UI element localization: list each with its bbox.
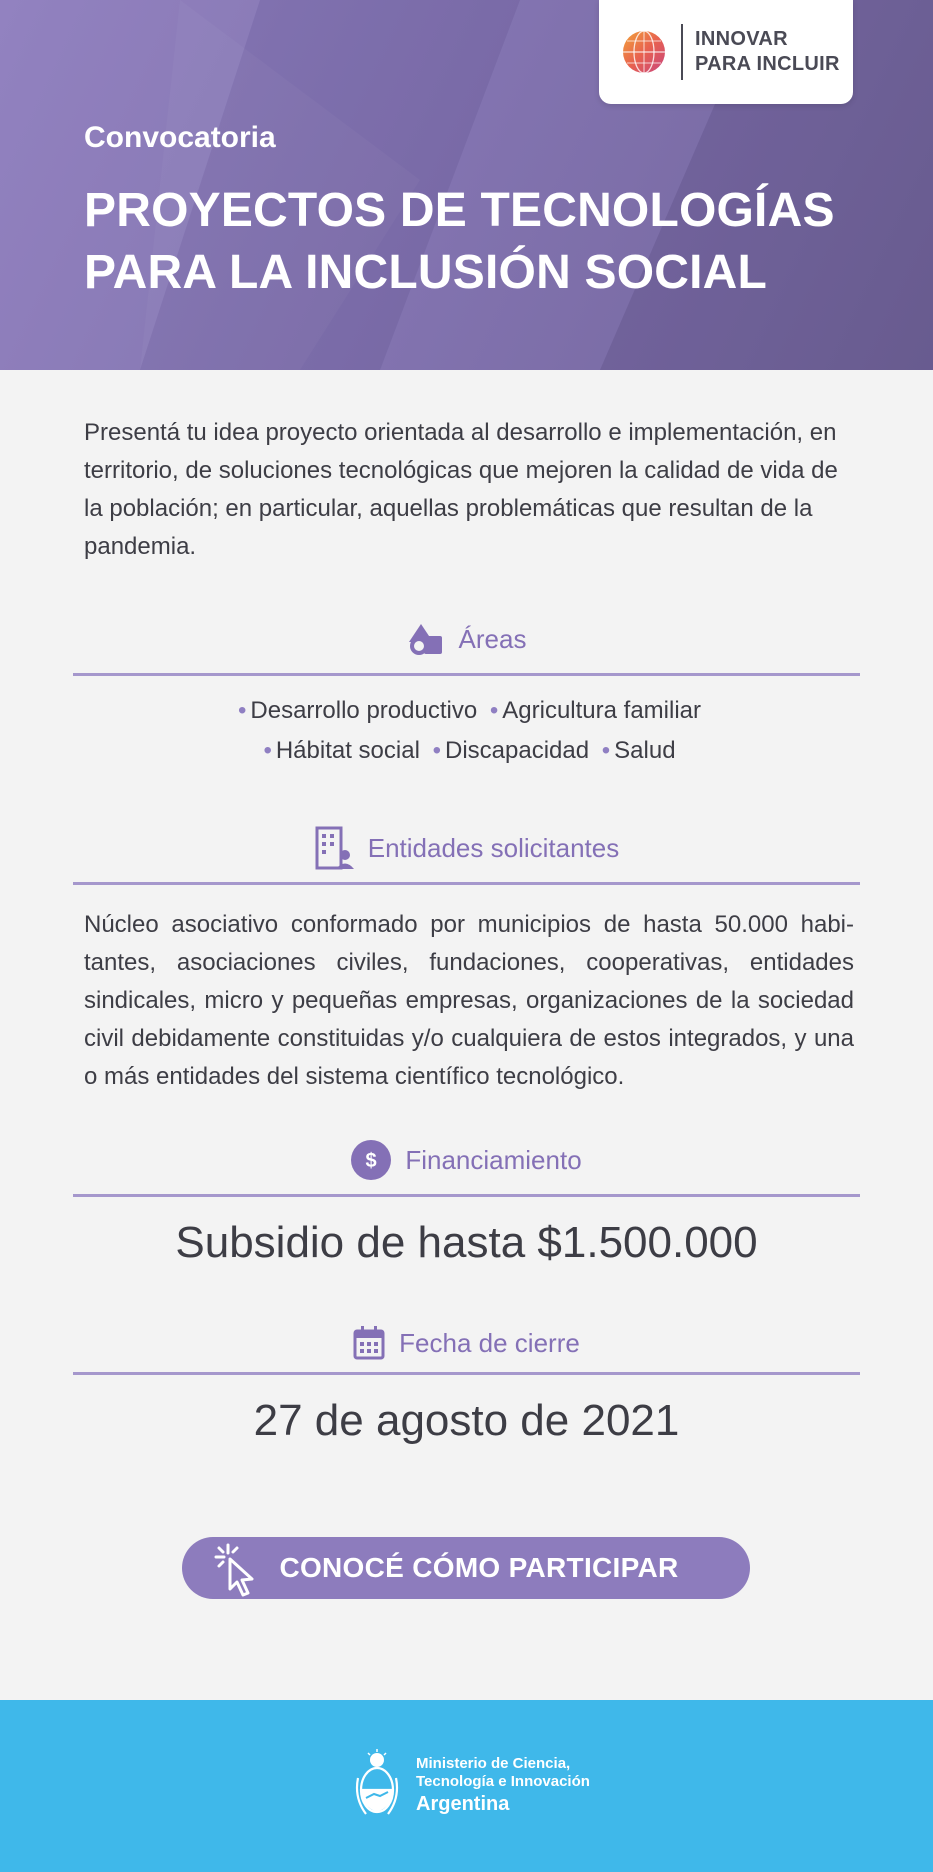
cierre-divider (73, 1372, 860, 1375)
financiamiento-title: Financiamiento (405, 1144, 582, 1175)
title-line1: PROYECTOS DE TECNOLOGÍAS (84, 184, 835, 237)
financiamiento-heading (0, 1140, 933, 1180)
calendar-icon (353, 1326, 385, 1360)
financiamiento-divider (73, 1194, 860, 1197)
logo-line1: INNOVAR (695, 28, 788, 50)
areas-row-2: • Hábitat social • Discapacidad • Salud (263, 737, 676, 764)
ministry-line2: Tecnología e Innovación (416, 1773, 590, 1790)
cursor-click-icon (212, 1541, 266, 1603)
list-item: Desarrollo productivo (250, 697, 478, 724)
entidades-heading (0, 828, 933, 868)
logo-separator (681, 24, 683, 80)
areas-title: Áreas (458, 623, 527, 654)
globe-icon (621, 29, 667, 75)
cierre-value: 27 de agosto de 2021 (253, 1396, 680, 1445)
entidades-text: Núcleo asociativo conformado por municipios de hasta 50.000 habi-tantes, asociaciones civiles, fundaciones, cooperativas, entidades sindicales, micro y pequeñas empresas, organizaciones de la sociedad civil debidamente constituidas y/o cualquiera de estos integrados, y una o más entidades del sistema científico tecnológico. (84, 911, 854, 1090)
financiamiento-value: Subsidio de hasta $1.500.000 (175, 1218, 758, 1267)
list-item: Discapacidad (445, 737, 590, 764)
cierre-heading (0, 1323, 933, 1363)
footer (0, 1700, 933, 1872)
dollar-icon (351, 1140, 391, 1180)
areas-heading (0, 619, 933, 659)
participar-button[interactable] (182, 1537, 750, 1599)
areas-divider (73, 673, 860, 676)
page-title (84, 180, 904, 304)
areas-row-1: • Desarrollo productivo • Agricultura familiar (238, 697, 701, 724)
shapes-icon (407, 622, 445, 656)
ministry-text (416, 1755, 590, 1817)
ministry-country: Argentina (416, 1793, 510, 1815)
coat-of-arms-icon (352, 1748, 402, 1824)
entidades-divider (73, 882, 860, 885)
logo-line2: PARA INCLUIR (695, 53, 840, 75)
ministry-line1: Ministerio de Ciencia, (416, 1755, 571, 1772)
ministry-logo (352, 1748, 590, 1824)
list-item: Hábitat social (275, 737, 420, 764)
list-item: Agricultura familiar (502, 697, 701, 724)
svg-text:$: $ (365, 1150, 377, 1172)
title-line2: PARA LA INCLUSIÓN SOCIAL (84, 246, 768, 299)
building-user-icon (314, 826, 354, 870)
kicker: Convocatoria (84, 121, 276, 154)
innovar-logo (599, 0, 853, 104)
header-banner (0, 0, 933, 370)
entidades-title: Entidades solicitantes (367, 832, 620, 863)
cierre-title: Fecha de cierre (399, 1327, 580, 1358)
intro-text: Presentá tu idea proyecto orientada al desarrollo e implementación, en territorio, de soluciones tecnológicas que mejoren la calidad de vida de la población; en particular, aquellas problemáticas que resultan de la pandemia. (84, 419, 838, 560)
list-item: Salud (614, 737, 676, 764)
participar-label: CONOCÉ CÓMO PARTICIPAR (279, 1552, 679, 1583)
logo-text (695, 27, 840, 77)
areas-list (0, 691, 933, 771)
